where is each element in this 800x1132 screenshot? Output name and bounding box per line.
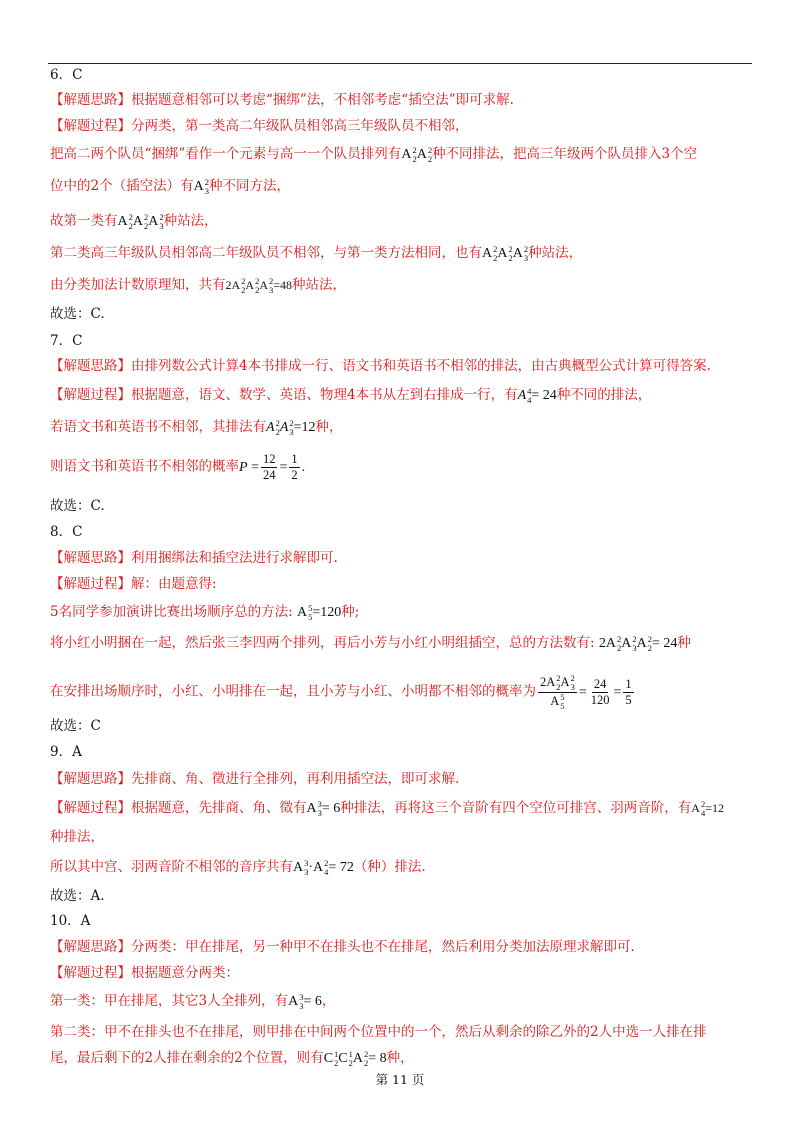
q9-answer: 故选：A. <box>50 888 105 904</box>
q9-proc-line-1 <box>50 799 724 818</box>
q7-proc-2b: 种， <box>315 419 343 435</box>
q8-number: 8．C <box>50 524 83 540</box>
q9-proc-3b: （种）排法. <box>353 859 426 875</box>
q7-answer: 故选：C. <box>50 498 105 514</box>
q6-answer: 故选：C. <box>50 306 105 322</box>
q7-idea: 由排列数公式计算4本书排成一行、语文书和英语书不相邻的排法，由古典概型公式计算可得答案. <box>131 358 711 374</box>
q10-proc-line-1 <box>50 992 335 1011</box>
q8-proc-3a: 在安排出场顺序时，小红、小明排在一起，且小芳与小红、小明都不相邻的概率为 <box>50 683 536 700</box>
q6-proc-5b: 种站法， <box>528 245 583 261</box>
q7-math-a22a32: A 2 2 A 2 3 =12 <box>266 417 316 437</box>
q8-proc-line-2 <box>50 634 691 653</box>
q10-math-a33: A 3 3 = 6 <box>288 991 322 1011</box>
q8-math-a55: A 5 5 =120 <box>296 602 342 622</box>
q10-proc-line-0 <box>50 964 239 982</box>
q6-proc-line-1 <box>50 117 469 135</box>
q6-math-a32: A 2 3 <box>193 176 209 196</box>
q9-idea-tag: 【解题思路】 <box>50 771 131 787</box>
q10-proc-3b: 种， <box>386 1050 414 1066</box>
q7-proc-tag: 【解题过程】 <box>50 387 131 403</box>
q8-proc-0: 解：由题意得: <box>131 576 217 592</box>
q10-proc-tag: 【解题过程】 <box>50 965 131 981</box>
q9-proc-3a: 所以其中宫、羽两音阶不相邻的音序共有 <box>50 859 293 875</box>
q8-idea-line <box>50 549 338 567</box>
header-rule <box>48 63 752 64</box>
q10-idea-line <box>50 938 635 956</box>
q10-number: 10．A <box>50 913 91 929</box>
q6-proc-line-3 <box>50 177 290 196</box>
q10-idea-tag: 【解题思路】 <box>50 939 131 955</box>
q10-proc-line-3 <box>50 1049 414 1068</box>
q8-math-probability: 2A 2 2 A 2 3 A 5 5 = $\frac{24}{120}$ = $\frac{1}{5}$ <box>540 673 632 711</box>
q9-proc-1a: 根据题意，先排商、角、徵有 <box>131 800 307 816</box>
q6-idea-tag: 【解题思路】 <box>50 92 131 108</box>
q9-proc-tag: 【解题过程】 <box>50 800 131 816</box>
q8-idea-tag: 【解题思路】 <box>50 550 131 566</box>
q8-proc-line-0 <box>50 575 217 593</box>
q7-proc-line-1 <box>50 386 651 405</box>
q8-proc-line-3 <box>50 674 636 711</box>
q7-proc-1a: 根据题意，语文、数学、英语、物理4本书从左到右排成一行，有 <box>131 387 518 403</box>
q10-proc-1b: ， <box>321 993 336 1009</box>
q6-proc-line-4 <box>50 212 218 231</box>
q6-proc-6a: 由分类加法计数原理知，共有 <box>50 277 226 293</box>
q6-proc-3a: 位中的2个（插空法）有 <box>50 178 194 194</box>
q9-math-product: A 3 3 ·A 2 4 = 72 <box>293 857 354 877</box>
q10-idea: 分两类：甲在排尾，另一种甲不在排头也不在排尾，然后利用分类加法原理求解即可. <box>131 939 635 955</box>
q6-math-triple-b: A 2 2 A 2 2 A 2 3 <box>482 243 529 263</box>
q6-proc-2b: 种不同排法，把高三年级两个队员排入3个空 <box>432 146 698 162</box>
q6-proc-3b: 种不同方法， <box>208 178 290 194</box>
q6-proc-line-6 <box>50 276 346 295</box>
q6-math-a2a2: A 2 2 A 2 2 <box>401 144 433 164</box>
q9-number: 9．A <box>50 744 82 760</box>
q7-proc-2a: 若语文书和英语书不相邻，其排法有 <box>50 419 266 435</box>
q6-proc-tag: 【解题过程】 <box>50 118 131 134</box>
page-number: 第 11 页 <box>375 1072 425 1087</box>
q6-number: 6．C <box>50 67 83 83</box>
q6-idea: 根据题意相邻可以考虑“捆绑”法，不相邻考虑“插空法”即可求解. <box>131 92 514 108</box>
q6-proc-4b: 种站法， <box>163 213 218 229</box>
q9-idea-line <box>50 770 459 788</box>
q6-proc-1: 分两类，第一类高二年级队员相邻高三年级队员不相邻， <box>131 118 469 134</box>
q8-math-bundle: 2A 2 2 A 2 3 A 2 2 = 24 <box>598 633 678 653</box>
q7-idea-tag: 【解题思路】 <box>50 358 131 374</box>
q6-idea-line <box>50 91 514 109</box>
q7-math-a44: A 4 4 = 24 <box>517 385 557 405</box>
q9-proc-line-3 <box>50 858 426 877</box>
q8-proc-2a: 将小红小明捆在一起，然后张三李四两个排列，再后小芳与小红小明组插空，总的方法数有: <box>50 635 595 651</box>
q7-idea-line <box>50 357 711 375</box>
q7-proc-3a: 则语文书和英语书不相邻的概率 <box>50 458 239 475</box>
q8-proc-1b: 种; <box>341 604 360 620</box>
q7-math-probability: P = $\frac{12}{24}$ = $\frac{1}{2}$ . <box>239 452 306 482</box>
q6-proc-line-5 <box>50 244 582 263</box>
q6-proc-4a: 故第一类有 <box>50 213 118 229</box>
q9-math-a42: A 2 4 =12 <box>691 799 724 819</box>
q8-proc-1a: 5名同学参加演讲比赛出场顺序总的方法: <box>50 604 293 620</box>
q9-proc-line-2: 种排法， <box>50 829 104 845</box>
q8-proc-line-1 <box>50 603 359 622</box>
q6-proc-line-2 <box>50 145 697 164</box>
q6-math-triple-a: A 2 2 A 2 2 A 2 3 <box>117 211 164 231</box>
q8-proc-tag: 【解题过程】 <box>50 576 131 592</box>
q6-proc-6b: 种站法， <box>292 277 347 293</box>
q9-idea: 先排商、角、徵进行全排列，再利用插空法，即可求解. <box>131 771 460 787</box>
q8-idea: 利用捆绑法和插空法进行求解即可. <box>131 550 338 566</box>
q7-proc-line-2 <box>50 418 343 437</box>
q6-math-total: 2A 2 2 A 2 2 A 2 3 =48 <box>225 276 293 296</box>
q10-math-c2c2a2: C 1 2 C 1 2 A 2 2 = 8 <box>323 1048 387 1068</box>
q8-proc-2b: 种 <box>677 635 691 651</box>
q7-number: 7．C <box>50 333 83 349</box>
q10-proc-line-2: 第二类：甲不在排头也不在排尾，则甲排在中间两个位置中的一个，然后从剩余的除乙外的2人中选一人排在排 <box>50 1024 707 1040</box>
q9-math-a33: A 3 3 = 6 <box>306 798 341 818</box>
q8-answer: 故选：C <box>50 718 101 734</box>
q6-proc-5a: 第二类高三年级队员相邻高二年级队员不相邻，与第一类方法相同，也有 <box>50 245 482 261</box>
q6-proc-2a: 把高二两个队员“捆绑”看作一个元素与高一一个队员排列有 <box>50 146 402 162</box>
q10-proc-1a: 第一类：甲在排尾，其它3人全排列，有 <box>50 993 289 1009</box>
q10-proc-0: 根据题意分两类： <box>131 965 239 981</box>
q9-proc-1b: 种排法，再将这三个音阶有四个空位可排宫、羽两音阶，有 <box>340 800 692 816</box>
q7-proc-line-3 <box>50 452 305 483</box>
q10-proc-3a: 尾，最后剩下的2人排在剩余的2个位置，则有 <box>50 1050 324 1066</box>
q7-proc-1b: 种不同的排法， <box>556 387 652 403</box>
